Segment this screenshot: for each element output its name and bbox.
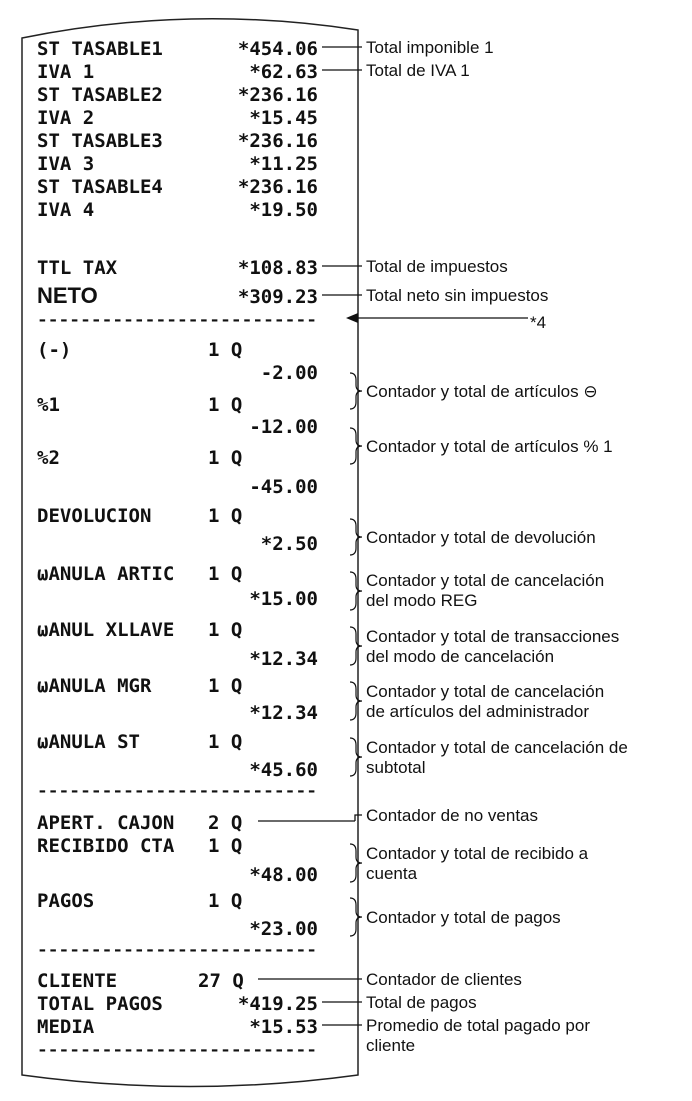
- receipt-count: 1 Q: [208, 339, 243, 361]
- receipt-count: 1 Q: [208, 675, 243, 697]
- annotation-text: Contador y total de transacciones: [366, 627, 620, 646]
- receipt-label: TOTAL PAGOS: [37, 993, 163, 1015]
- receipt-label: IVA 3: [37, 153, 95, 175]
- annotation-text: subtotal: [366, 758, 426, 777]
- annotation-text: del modo de cancelación: [366, 647, 555, 666]
- receipt-value: *236.16: [237, 130, 318, 152]
- receipt-value: *12.34: [249, 648, 318, 670]
- annotation-text: cliente: [366, 1036, 416, 1055]
- annotation-text: Contador y total de devolución: [366, 528, 596, 547]
- receipt-value: -12.00: [249, 416, 318, 438]
- receipt-value: -2.00: [260, 362, 318, 384]
- annotation-text: Contador de no ventas: [366, 806, 539, 825]
- receipt-value: *309.23: [237, 286, 318, 308]
- separator-line: --------------------------: [37, 941, 317, 959]
- annotation-text: Contador y total de pagos: [366, 908, 561, 927]
- receipt-label: ωANUL XLLAVE: [37, 619, 175, 641]
- annotation-text: Contador de clientes: [366, 970, 522, 989]
- receipt-label: ωANULA ST: [37, 731, 140, 753]
- receipt-label: (-): [37, 339, 72, 361]
- receipt-label: ωANULA MGR: [37, 675, 152, 697]
- receipt-count: 1 Q: [208, 394, 243, 416]
- receipt-label: CLIENTE: [37, 970, 118, 992]
- receipt-label: APERT. CAJON: [37, 812, 175, 834]
- receipt-label: TTL TAX: [37, 257, 118, 279]
- receipt-count: 1 Q: [208, 447, 243, 469]
- annotation-text: Contador y total de cancelación: [366, 682, 605, 701]
- receipt-label: ST TASABLE1: [37, 38, 163, 60]
- annotation-text: Contador y total de artículos ⊖: [366, 382, 598, 401]
- receipt-label: ST TASABLE3: [37, 130, 163, 152]
- annotation-note: *4: [530, 313, 547, 332]
- receipt-count: 1 Q: [208, 890, 243, 912]
- receipt-label: %2: [37, 447, 60, 469]
- receipt-value: *48.00: [249, 864, 318, 886]
- receipt-value: *12.34: [249, 702, 318, 724]
- receipt-count: 1 Q: [208, 563, 243, 585]
- receipt-value: *15.53: [249, 1016, 318, 1038]
- annotation-text: Total de IVA 1: [366, 61, 470, 80]
- receipt-label: IVA 4: [37, 199, 95, 221]
- receipt-label: IVA 1: [37, 61, 95, 83]
- separator-line: --------------------------: [37, 1041, 317, 1059]
- receipt-label: MEDIA: [37, 1016, 95, 1038]
- receipt-value: *11.25: [249, 153, 318, 175]
- receipt-label: DEVOLUCION: [37, 505, 152, 527]
- receipt-label: RECIBIDO CTA: [37, 835, 175, 857]
- receipt-label: PAGOS: [37, 890, 95, 912]
- annotation-text: del modo REG: [366, 591, 478, 610]
- receipt-label: ST TASABLE4: [37, 176, 163, 198]
- receipt-label: ωANULA ARTIC: [37, 563, 175, 585]
- receipt-count: 2 Q: [208, 812, 243, 834]
- annotation-text: Contador y total de cancelación de: [366, 738, 628, 757]
- receipt-value: *108.83: [237, 257, 318, 279]
- receipt-count: 27 Q: [198, 970, 244, 992]
- annotation-text: cuenta: [366, 864, 418, 883]
- annotation-text: Contador y total de artículos % 1: [366, 437, 613, 456]
- receipt-value: *419.25: [237, 993, 318, 1015]
- receipt-value: *19.50: [249, 199, 318, 221]
- annotation-text: Promedio de total pagado por: [366, 1016, 590, 1035]
- receipt-value: -45.00: [249, 476, 318, 498]
- receipt-label: %1: [37, 394, 60, 416]
- annotations: [366, 38, 628, 1055]
- receipt-value: *15.00: [249, 588, 318, 610]
- annotation-text: Contador y total de recibido a: [366, 844, 589, 863]
- annotation-text: Total imponible 1: [366, 38, 494, 57]
- receipt-count: 1 Q: [208, 731, 243, 753]
- receipt-value: *454.06: [237, 38, 318, 60]
- separator-line: --------------------------: [37, 311, 317, 329]
- annotation-text: Total de pagos: [366, 993, 477, 1012]
- receipt-label-neto: NETO: [37, 283, 98, 308]
- receipt-label: IVA 2: [37, 107, 95, 129]
- annotation-text: de artículos del administrador: [366, 702, 590, 721]
- receipt-value: *15.45: [249, 107, 318, 129]
- receipt-value: *2.50: [260, 533, 318, 555]
- receipt-value: *62.63: [249, 61, 318, 83]
- separator-line: --------------------------: [37, 782, 317, 800]
- annotation-text: Total de impuestos: [366, 257, 508, 276]
- receipt-value: *23.00: [249, 918, 318, 940]
- receipt-count: 1 Q: [208, 835, 243, 857]
- receipt-label: ST TASABLE2: [37, 84, 163, 106]
- receipt-count: 1 Q: [208, 619, 243, 641]
- receipt-count: 1 Q: [208, 505, 243, 527]
- receipt-value: *236.16: [237, 84, 318, 106]
- receipt-value: *236.16: [237, 176, 318, 198]
- receipt-value: *45.60: [249, 759, 318, 781]
- annotation-text: Total neto sin impuestos: [366, 286, 549, 305]
- annotation-text: Contador y total de cancelación: [366, 571, 605, 590]
